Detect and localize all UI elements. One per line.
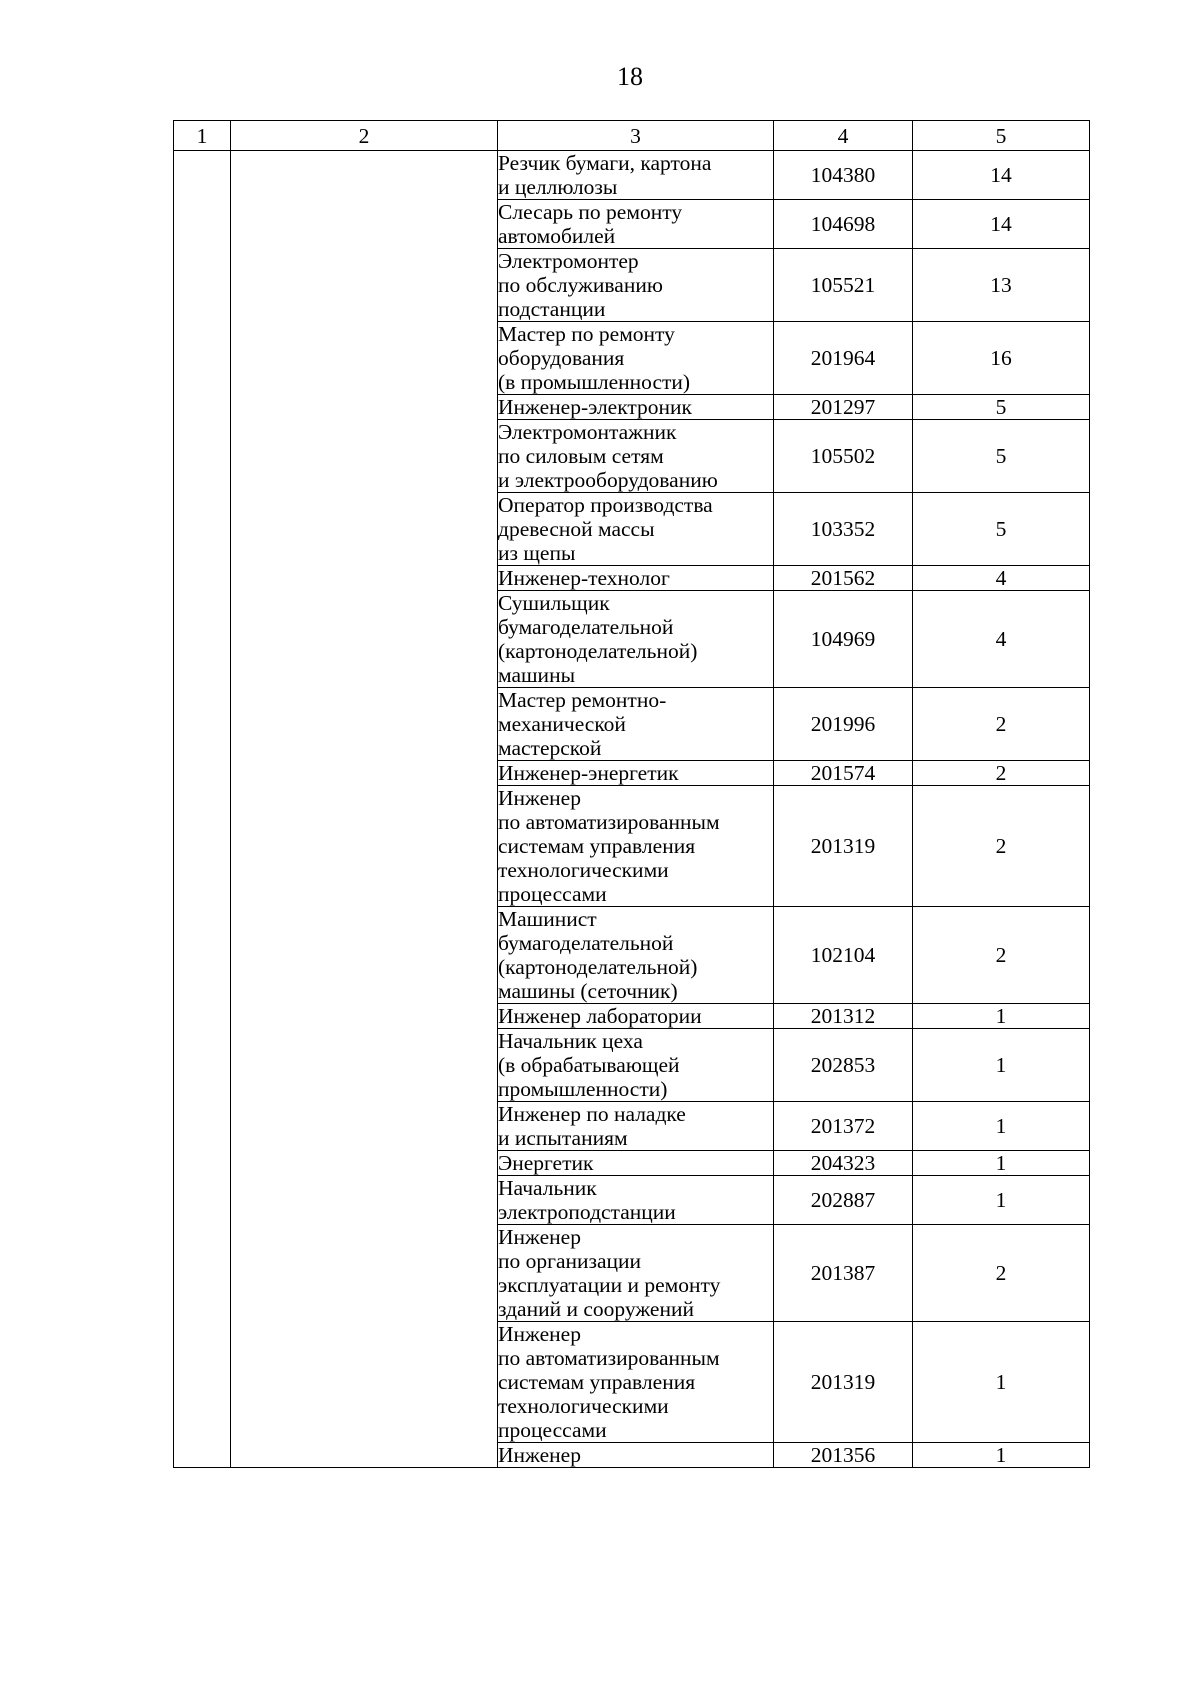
occupation-name: Инженер по автоматизированным системам управления технологическими процессами <box>498 1322 774 1443</box>
occupation-name: Инженер по организации эксплуатации и ремонту зданий и сооружений <box>498 1225 774 1322</box>
required-count: 1 <box>913 1322 1090 1443</box>
occupation-name: Оператор производства древесной массы из щепы <box>498 493 774 566</box>
occupation-code: 201312 <box>774 1004 913 1029</box>
occupation-code: 103352 <box>774 493 913 566</box>
occupation-code: 201574 <box>774 761 913 786</box>
column-header-1: 1 <box>174 121 231 151</box>
column-header-3: 3 <box>498 121 774 151</box>
required-count: 1 <box>913 1004 1090 1029</box>
column-header-5: 5 <box>913 121 1090 151</box>
occupation-name: Инженер <box>498 1443 774 1468</box>
occupation-code: 104698 <box>774 200 913 249</box>
required-count: 1 <box>913 1176 1090 1225</box>
occupation-name: Электромонтажник по силовым сетям и электрооборудованию <box>498 420 774 493</box>
required-count: 2 <box>913 1225 1090 1322</box>
required-count: 2 <box>913 907 1090 1004</box>
occupation-name: Сушильщик бумагоделательной (картоноделательной) машины <box>498 591 774 688</box>
table-row <box>174 151 1090 200</box>
occupation-code: 105502 <box>774 420 913 493</box>
required-count: 4 <box>913 566 1090 591</box>
occupation-code: 202853 <box>774 1029 913 1102</box>
occupations-table <box>173 120 1090 1468</box>
occupation-code: 201356 <box>774 1443 913 1468</box>
occupation-code: 102104 <box>774 907 913 1004</box>
occupation-code: 104969 <box>774 591 913 688</box>
occupation-name: Мастер по ремонту оборудования (в промышленности) <box>498 322 774 395</box>
occupation-code: 201372 <box>774 1102 913 1151</box>
occupation-name: Инженер-электроник <box>498 395 774 420</box>
required-count: 5 <box>913 395 1090 420</box>
occupation-code: 201387 <box>774 1225 913 1322</box>
occupation-name: Инженер лаборатории <box>498 1004 774 1029</box>
table-header-row <box>174 121 1090 151</box>
occupation-name: Инженер-энергетик <box>498 761 774 786</box>
required-count: 2 <box>913 786 1090 907</box>
required-count: 4 <box>913 591 1090 688</box>
occupation-code: 201996 <box>774 688 913 761</box>
occupation-name: Энергетик <box>498 1151 774 1176</box>
occupation-name: Начальник цеха (в обрабатывающей промышленности) <box>498 1029 774 1102</box>
occupation-name: Начальник электроподстанции <box>498 1176 774 1225</box>
table-body <box>174 151 1090 1468</box>
occupation-code: 201562 <box>774 566 913 591</box>
occupation-name: Инженер-технолог <box>498 566 774 591</box>
page-number: 18 <box>617 62 643 91</box>
occupation-code: 201319 <box>774 1322 913 1443</box>
required-count: 1 <box>913 1151 1090 1176</box>
required-count: 1 <box>913 1102 1090 1151</box>
occupation-name: Слесарь по ремонту автомобилей <box>498 200 774 249</box>
occupation-code: 201297 <box>774 395 913 420</box>
occupation-name: Электромонтер по обслуживанию подстанции <box>498 249 774 322</box>
organization-cell <box>231 151 498 1468</box>
required-count: 14 <box>913 151 1090 200</box>
required-count: 13 <box>913 249 1090 322</box>
occupation-name: Машинист бумагоделательной (картоноделательной) машины (сеточник) <box>498 907 774 1004</box>
column-header-2: 2 <box>231 121 498 151</box>
occupation-code: 204323 <box>774 1151 913 1176</box>
required-count: 1 <box>913 1443 1090 1468</box>
occupation-code: 104380 <box>774 151 913 200</box>
occupation-code: 202887 <box>774 1176 913 1225</box>
required-count: 2 <box>913 688 1090 761</box>
required-count: 5 <box>913 493 1090 566</box>
required-count: 5 <box>913 420 1090 493</box>
occupation-code: 201964 <box>774 322 913 395</box>
required-count: 2 <box>913 761 1090 786</box>
required-count: 16 <box>913 322 1090 395</box>
occupation-name: Инженер по автоматизированным системам управления технологическими процессами <box>498 786 774 907</box>
occupation-code: 201319 <box>774 786 913 907</box>
column-header-4: 4 <box>774 121 913 151</box>
occupation-name: Мастер ремонтно- механической мастерской <box>498 688 774 761</box>
required-count: 14 <box>913 200 1090 249</box>
occupation-code: 105521 <box>774 249 913 322</box>
required-count: 1 <box>913 1029 1090 1102</box>
occupation-name: Резчик бумаги, картона и целлюлозы <box>498 151 774 200</box>
occupation-name: Инженер по наладке и испытаниям <box>498 1102 774 1151</box>
region-number-cell <box>174 151 231 1468</box>
